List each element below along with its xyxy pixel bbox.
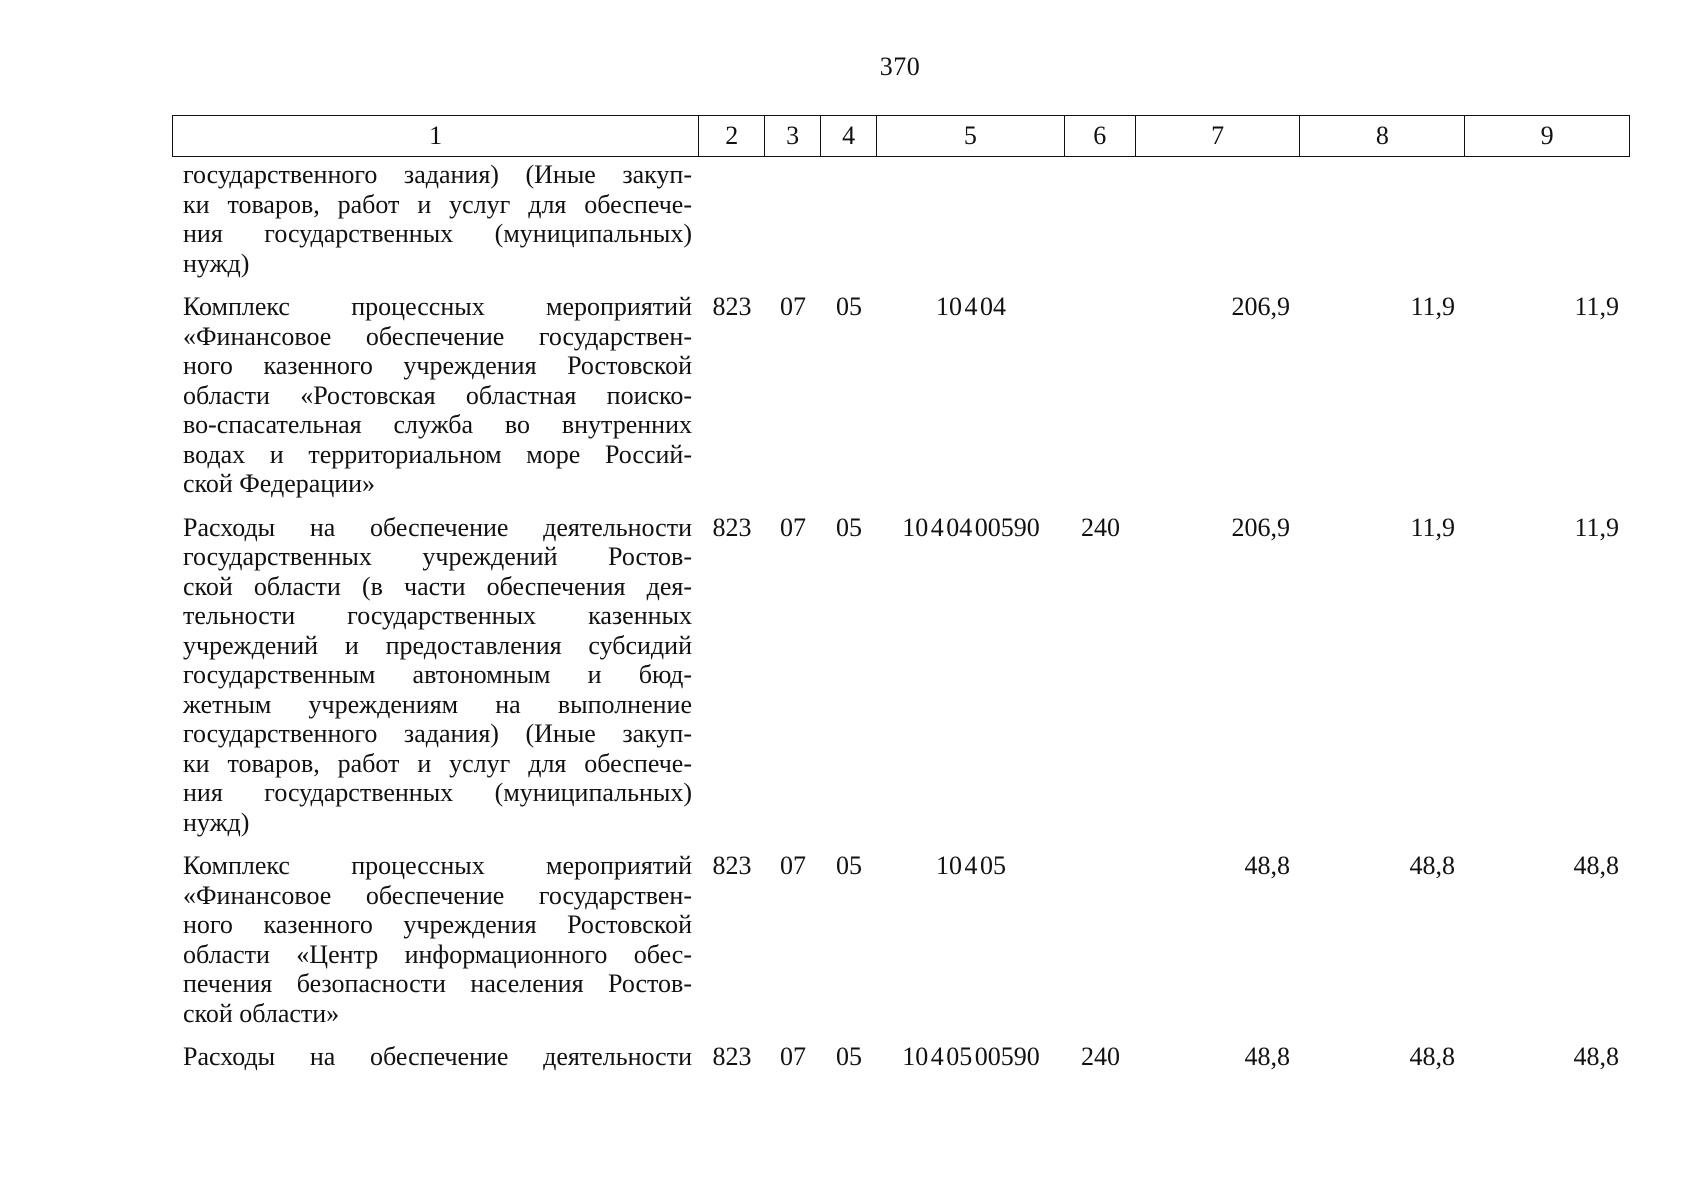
header-col-1: 1 bbox=[173, 116, 699, 156]
description-line: ки товаров, работ и услуг для обеспече- bbox=[183, 748, 692, 778]
description-line: ской области» bbox=[183, 998, 340, 1028]
row-amount-col7: 206,9 bbox=[1231, 292, 1290, 321]
row-code-expense-type bbox=[1065, 851, 1136, 1028]
row-code-target: 10 4 04 00590 bbox=[902, 512, 1040, 542]
row-code-ministry: 823 bbox=[712, 851, 752, 880]
table-row bbox=[172, 513, 1630, 838]
row-code-section: 07 bbox=[780, 292, 806, 321]
row-code-target bbox=[877, 160, 1065, 278]
table-row bbox=[172, 292, 1630, 499]
row-amount-col7 bbox=[1136, 160, 1301, 278]
row-code-ministry: 823 bbox=[712, 292, 752, 321]
row-amount-col9: 11,9 bbox=[1574, 512, 1619, 542]
description-line: государственного задания) (Иные закуп- bbox=[183, 160, 692, 189]
row-amount-col7: 48,8 bbox=[1244, 851, 1290, 880]
description-line: ния государственных (муниципальных) bbox=[183, 219, 692, 248]
table-row bbox=[172, 160, 1630, 278]
description-line: жетным учреждениям на выполнение bbox=[183, 689, 692, 719]
description-line: Расходы на обеспечение деятельности bbox=[183, 512, 692, 542]
description-line: нужд) bbox=[183, 248, 250, 278]
description-line: Комплекс процессных мероприятий bbox=[183, 851, 692, 880]
description-line: во-спасательная служба во внутренних bbox=[183, 410, 692, 439]
row-description bbox=[172, 851, 699, 1028]
row-amount-col9 bbox=[1466, 160, 1630, 278]
row-amount-col9: 11,9 bbox=[1574, 292, 1619, 321]
header-col-4: 4 bbox=[821, 116, 877, 156]
row-code-section: 07 bbox=[780, 1042, 806, 1071]
header-col-2: 2 bbox=[699, 116, 765, 156]
row-amount-col8 bbox=[1301, 160, 1466, 278]
description-line: Комплекс процессных мероприятий bbox=[183, 292, 692, 321]
row-code-subsection: 05 bbox=[836, 512, 862, 542]
row-code-expense-type: 240 bbox=[1081, 512, 1120, 542]
row-code-ministry: 823 bbox=[712, 512, 752, 542]
description-line: ного казенного учреждения Ростовской bbox=[183, 910, 692, 939]
row-code-ministry: 823 bbox=[712, 1042, 752, 1071]
row-amount-col8: 48,8 bbox=[1409, 851, 1455, 880]
row-code-target: 10 4 05 00590 bbox=[902, 1042, 1040, 1071]
row-amount-col9: 48,8 bbox=[1573, 851, 1619, 880]
header-col-5: 5 bbox=[877, 116, 1065, 156]
row-amount-col9: 48,8 bbox=[1573, 1042, 1619, 1071]
row-code-target: 10 4 05 bbox=[936, 851, 1006, 880]
description-line: тельности государственных казенных bbox=[183, 601, 692, 630]
table-header bbox=[172, 115, 1630, 157]
row-description bbox=[172, 160, 699, 278]
row-amount-col7: 48,8 bbox=[1244, 1042, 1290, 1071]
table-body bbox=[172, 160, 1630, 1086]
description-line: ской области (в части обеспечения дея- bbox=[183, 571, 692, 601]
row-code-expense-type: 240 bbox=[1081, 1042, 1120, 1071]
row-code-expense-type bbox=[1065, 292, 1136, 499]
row-code-expense-type bbox=[1065, 160, 1136, 278]
description-line: нужд) bbox=[183, 807, 250, 837]
row-description bbox=[172, 1042, 699, 1072]
header-col-8: 8 bbox=[1300, 116, 1465, 156]
description-line: области «Ростовская областная поиско- bbox=[183, 380, 692, 410]
row-amount-col7: 206,9 bbox=[1231, 512, 1290, 542]
row-code-subsection: 05 bbox=[836, 1042, 862, 1071]
row-code-target: 10 4 04 bbox=[936, 292, 1006, 321]
row-code-subsection: 05 bbox=[836, 292, 862, 321]
header-col-7: 7 bbox=[1136, 116, 1301, 156]
description-line: государственным автономным и бюд- bbox=[183, 660, 692, 689]
header-col-9: 9 bbox=[1540, 121, 1554, 150]
row-description bbox=[172, 513, 699, 838]
description-line: государственного задания) (Иные закуп- bbox=[183, 719, 692, 748]
row-code-section: 07 bbox=[780, 512, 806, 542]
description-line: Расходы на обеспечение деятельности bbox=[183, 1042, 692, 1071]
row-code-subsection: 05 bbox=[836, 851, 862, 880]
table-row bbox=[172, 1042, 1630, 1072]
description-line: «Финансовое обеспечение государствен- bbox=[183, 880, 692, 910]
row-code-section bbox=[765, 160, 821, 278]
table-row bbox=[172, 851, 1630, 1028]
description-line: государственных учреждений Ростов- bbox=[183, 542, 692, 571]
description-line: печения безопасности населения Ростов- bbox=[183, 969, 692, 998]
header-col-3: 3 bbox=[765, 116, 821, 156]
description-line: ного казенного учреждения Ростовской bbox=[183, 351, 692, 380]
page-number: 370 bbox=[879, 52, 921, 81]
header-col-6: 6 bbox=[1065, 116, 1136, 156]
row-amount-col8: 48,8 bbox=[1409, 1042, 1455, 1071]
description-line: ки товаров, работ и услуг для обеспече- bbox=[183, 189, 692, 219]
row-code-section: 07 bbox=[780, 851, 806, 880]
description-line: водах и территориальном море Россий- bbox=[183, 439, 692, 469]
description-line: «Финансовое обеспечение государствен- bbox=[183, 321, 692, 351]
row-code-ministry bbox=[699, 160, 765, 278]
description-line: учреждений и предоставления субсидий bbox=[183, 630, 692, 660]
description-line: ской Федерации» bbox=[183, 469, 376, 498]
row-amount-col8: 11,9 bbox=[1410, 292, 1455, 321]
row-code-subsection bbox=[821, 160, 877, 278]
row-amount-col8: 11,9 bbox=[1410, 512, 1455, 542]
description-line: области «Центр информационного обес- bbox=[183, 939, 692, 969]
row-description bbox=[172, 292, 699, 499]
description-line: ния государственных (муниципальных) bbox=[183, 778, 692, 807]
